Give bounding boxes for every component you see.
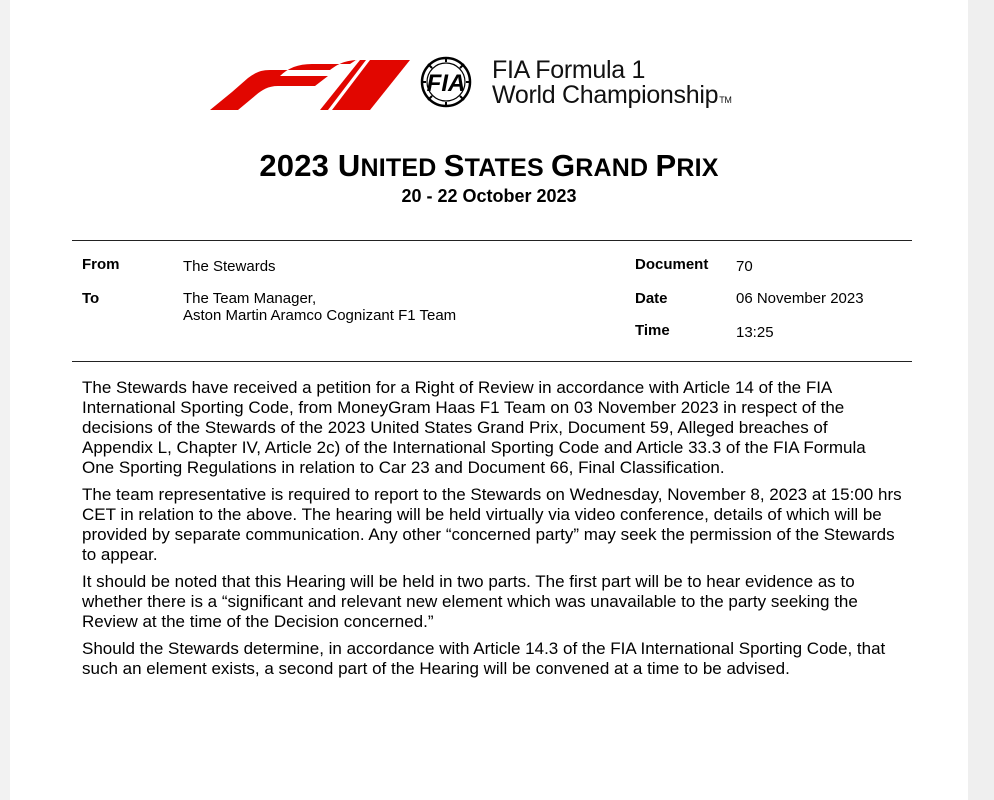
fia-logo-icon [406,56,486,108]
championship-line-2 [492,83,732,108]
championship-line-1: FIA Formula 1 [492,56,646,84]
title-part-6: RAND [575,154,656,182]
divider-top [72,240,912,241]
time-label: Time [635,322,670,339]
event-title [10,148,968,184]
f1-logo-icon [210,58,410,112]
title-part-8: RIX [676,154,719,182]
event-dates: 20 - 22 October 2023 [401,186,577,206]
document-page [10,0,968,800]
title-part-2: NITED [360,154,444,182]
document-label: Document [635,256,709,273]
body-paragraph-2: The team representative is required to report to the Stewards on Wednesday, November 8, 2023 at 15:00 hrs CET in relation to the above. The hearing will be held virtually via video conference, details of which will be provided by separate communication. Any other “concerned party” may seek the permission of the Stewards to appear. [82,485,902,564]
to-label: To [82,290,100,307]
header-logos [210,52,810,122]
document-body [82,378,902,686]
body-paragraph-1: The Stewards have received a petition for a Right of Review in accordance with Article 14 of the FIA International Sporting Code, from MoneyGram Haas F1 Team on 03 November 2023 in respect of the decisions of the Stewards of the 2023 United States Grand Prix, Document 59, Alleged breaches of Appendix L, Chapter IV, Article 2c) of the International Sporting Code and Article 33.3 of the FIA Formula One Sporting Regulations in relation to Car 23 and Document 66, Final Classification. [82,378,866,477]
title-part-4: TATES [464,154,551,182]
date-value: 06 November 2023 [736,290,864,307]
to-value-line-2: Aston Martin Aramco Cognizant F1 Team [183,307,457,324]
to-value-line-1: The Team Manager, [183,290,317,307]
from-label: From [82,256,120,273]
fia-logo-text: FIA [426,70,466,97]
date-label: Date [635,290,668,307]
from-value: The Stewards [183,258,276,275]
time-value: 13:25 [736,324,774,341]
title-part-1: 2023 U [259,148,361,183]
championship-name [492,58,732,108]
trademark-mark: TM [719,95,732,105]
title-part-5: G [550,148,576,183]
title-part-3: S [443,148,465,183]
title-part-7: P [655,148,677,183]
championship-line-2-text: World Championship [492,81,719,109]
body-paragraph-3: It should be noted that this Hearing will be held in two parts. The first part will be to hear evidence as to whether there is a “significant and relevant new element which was unavailable to the party seeking the Review at the time of the Decision concerned.” [82,572,858,631]
body-paragraph-4: Should the Stewards determine, in accordance with Article 14.3 of the FIA International Sporting Code, that such an element exists, a second part of the Hearing will be convened at a time to be advised. [82,639,886,678]
scrollbar-track[interactable] [968,0,994,800]
to-value [183,290,456,324]
document-value: 70 [736,258,753,275]
divider-bottom [72,361,912,362]
